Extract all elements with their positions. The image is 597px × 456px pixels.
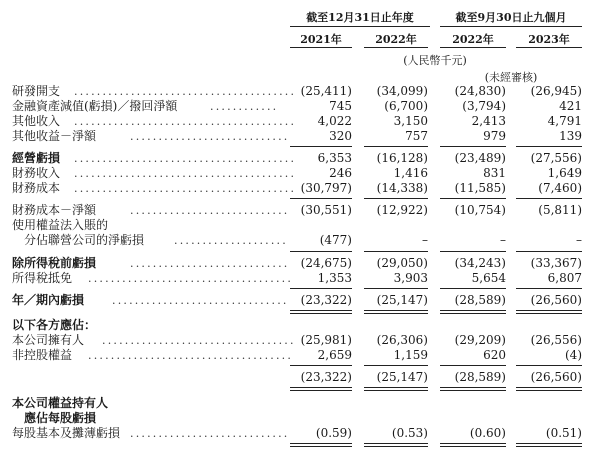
row-label: 財務成本－淨額 — [12, 203, 97, 217]
subtotal-rule — [290, 251, 352, 252]
cell-value: 745 — [329, 99, 352, 113]
section-heading-row — [0, 318, 597, 333]
cell-value: 3,150 — [393, 114, 428, 128]
subtotal-rule — [364, 198, 428, 199]
cell-value: (34,099) — [376, 84, 428, 98]
cell-value: (0.60) — [469, 426, 506, 440]
cell-value: (0.51) — [545, 426, 582, 440]
dot-leader: .................................. — [102, 334, 296, 347]
cell-value: (24,830) — [454, 84, 506, 98]
year-header: 2023年 — [528, 33, 570, 46]
row-label: 其他收益－淨額 — [12, 129, 97, 143]
cell-value: (0.59) — [315, 426, 352, 440]
table-row — [0, 293, 597, 308]
row-label: 本公司擁有人 — [12, 333, 85, 347]
table-row — [0, 256, 597, 271]
year-header: 2021年 — [300, 33, 342, 46]
cell-value: (29,209) — [454, 333, 506, 347]
cell-value: (26,306) — [376, 333, 428, 347]
header-rule-9m — [440, 26, 582, 27]
table-row — [0, 426, 597, 441]
year-rule — [516, 47, 582, 48]
cell-value: (14,338) — [376, 181, 428, 195]
row-label: 分佔聯營公司的淨虧損 — [24, 233, 145, 247]
dot-leader: .................................... — [88, 272, 294, 285]
table-row — [0, 348, 597, 363]
subtotal-rule — [516, 198, 582, 199]
year-rule — [290, 47, 352, 48]
total-double-rule — [516, 310, 582, 314]
row-label: 經營虧損 — [12, 151, 61, 165]
subtotal-rule — [516, 365, 582, 366]
section-heading: 本公司權益持有人 — [12, 396, 109, 410]
table-row — [0, 333, 597, 348]
header-nine-months: 截至9月30日止九個月 — [455, 11, 567, 24]
subtotal-rule — [440, 365, 506, 366]
subtotal-rule — [290, 288, 352, 289]
subtotal-rule — [364, 288, 428, 289]
row-label: 除所得稅前虧損 — [12, 256, 97, 270]
total-double-rule — [516, 443, 582, 447]
cell-value: (10,754) — [454, 203, 506, 217]
dot-leader: ....................................... — [74, 182, 297, 195]
year-header: 2022年 — [375, 33, 417, 46]
subtotal-rule — [290, 198, 352, 199]
subtotal-rule — [516, 288, 582, 289]
row-label: 所得稅抵免 — [12, 271, 73, 285]
table-row — [0, 99, 597, 114]
table-row — [0, 151, 597, 166]
cell-value: (26,945) — [530, 84, 582, 98]
subtotal-rule — [516, 146, 582, 147]
cell-value: 139 — [559, 129, 582, 143]
table-row — [0, 129, 597, 144]
subtotal-rule — [364, 146, 428, 147]
cell-value: (26,556) — [530, 333, 582, 347]
table-row — [0, 233, 597, 248]
cell-value: 246 — [329, 166, 352, 180]
cell-value: (25,147) — [376, 370, 428, 384]
subtotal-rule — [290, 365, 352, 366]
row-label: 年／期內虧損 — [12, 293, 85, 307]
total-double-rule — [364, 310, 428, 314]
cell-value: (23,489) — [454, 151, 506, 165]
cell-value: (6,700) — [384, 99, 428, 113]
section-heading-row — [0, 396, 597, 411]
total-double-rule — [440, 310, 506, 314]
cell-value: 979 — [483, 129, 506, 143]
subtotal-rule — [290, 146, 352, 147]
total-double-rule — [364, 443, 428, 447]
year-header: 2022年 — [452, 33, 494, 46]
cell-value: (28,589) — [454, 370, 506, 384]
cell-value: 3,903 — [393, 271, 428, 285]
total-double-rule — [290, 310, 352, 314]
cell-value: 1,353 — [317, 271, 352, 285]
cell-value: 1,159 — [393, 348, 428, 362]
table-row — [0, 203, 597, 218]
dot-leader: .................... — [174, 234, 288, 247]
row-label: 財務收入 — [12, 166, 61, 180]
subtotal-rule — [364, 365, 428, 366]
cell-value: (23,322) — [300, 370, 352, 384]
table-row — [0, 218, 597, 233]
cell-value: 757 — [405, 129, 428, 143]
table-row — [0, 114, 597, 129]
cell-value: (33,367) — [530, 256, 582, 270]
cell-value: 1,416 — [393, 166, 428, 180]
dot-leader: ....................................... — [74, 115, 297, 128]
row-label: 財務成本 — [12, 181, 61, 195]
subtotal-rule — [440, 288, 506, 289]
total-double-rule — [440, 387, 506, 391]
row-label: 金融資產減值(虧損)／撥回淨額 — [12, 99, 178, 113]
cell-value: 6,807 — [547, 271, 582, 285]
cell-value: (30,551) — [300, 203, 352, 217]
cell-value: 1,649 — [547, 166, 582, 180]
cell-value: (25,147) — [376, 293, 428, 307]
dot-leader: ....................................... — [74, 152, 297, 165]
cell-value: 2,659 — [317, 348, 352, 362]
total-double-rule — [290, 443, 352, 447]
cell-value: – — [576, 233, 582, 247]
cell-value: 5,654 — [471, 271, 506, 285]
cell-value: (16,128) — [376, 151, 428, 165]
dot-leader: ............................... — [112, 294, 289, 307]
dot-leader: ............................ — [130, 204, 290, 217]
table-row — [0, 271, 597, 286]
currency-unit: (人民幣千元) — [403, 54, 467, 67]
row-label: 非控股權益 — [12, 348, 73, 362]
subtotal-rule — [440, 198, 506, 199]
row-label: 研發開支 — [12, 84, 61, 98]
cell-value: (5,811) — [538, 203, 582, 217]
cell-value: (24,675) — [300, 256, 352, 270]
subtotal-rule — [440, 146, 506, 147]
cell-value: (11,585) — [454, 181, 506, 195]
cell-value: 4,791 — [547, 114, 582, 128]
dot-leader: ............................ — [130, 130, 290, 143]
table-row — [0, 84, 597, 99]
cell-value: (477) — [319, 233, 352, 247]
row-label: 使用權益法入賬的 — [12, 218, 109, 232]
row-label: 其他收入 — [12, 114, 61, 128]
dot-leader: ............................ — [130, 427, 290, 440]
cell-value: (0.53) — [391, 426, 428, 440]
cell-value: (7,460) — [538, 181, 582, 195]
cell-value: 4,022 — [317, 114, 352, 128]
dot-leader: ....................................... — [74, 85, 297, 98]
cell-value: (34,243) — [454, 256, 506, 270]
cell-value: (30,797) — [300, 181, 352, 195]
cell-value: 620 — [483, 348, 506, 362]
dot-leader: ............ — [210, 100, 279, 113]
cell-value: 2,413 — [471, 114, 506, 128]
cell-value: (28,589) — [454, 293, 506, 307]
cell-value: 6,353 — [317, 151, 352, 165]
cell-value: (25,411) — [300, 84, 352, 98]
cell-value: (26,560) — [530, 370, 582, 384]
cell-value: (27,556) — [530, 151, 582, 165]
cell-value: (3,794) — [462, 99, 506, 113]
year-rule — [364, 47, 428, 48]
total-double-rule — [364, 387, 428, 391]
cell-value: (26,560) — [530, 293, 582, 307]
cell-value: 320 — [329, 129, 352, 143]
total-double-rule — [290, 387, 352, 391]
section-heading-row — [0, 411, 597, 426]
table-row — [0, 166, 597, 181]
section-heading: 應佔每股虧損 — [24, 411, 97, 425]
total-double-rule — [516, 387, 582, 391]
cell-value: 831 — [483, 166, 506, 180]
cell-value: – — [500, 233, 506, 247]
cell-value: (25,981) — [300, 333, 352, 347]
subtotal-rule — [516, 251, 582, 252]
total-row — [0, 370, 597, 385]
header-rule-fy — [290, 26, 430, 27]
cell-value: (4) — [565, 348, 582, 362]
cell-value: 421 — [559, 99, 582, 113]
dot-leader: ....................................... — [74, 167, 297, 180]
unaudited-note: (未經審核) — [484, 71, 538, 84]
header-fiscal-year: 截至12月31日止年度 — [306, 11, 414, 24]
dot-leader: .................................... — [88, 349, 294, 362]
year-rule — [440, 47, 506, 48]
subtotal-rule — [440, 251, 506, 252]
cell-value: (12,922) — [376, 203, 428, 217]
dot-leader: ............................ — [130, 257, 290, 270]
table-row — [0, 181, 597, 196]
section-heading: 以下各方應佔： — [12, 318, 97, 332]
cell-value: (23,322) — [300, 293, 352, 307]
cell-value: – — [422, 233, 428, 247]
cell-value: (29,050) — [376, 256, 428, 270]
row-label: 每股基本及攤薄虧損 — [12, 426, 121, 440]
subtotal-rule — [364, 251, 428, 252]
total-double-rule — [440, 443, 506, 447]
